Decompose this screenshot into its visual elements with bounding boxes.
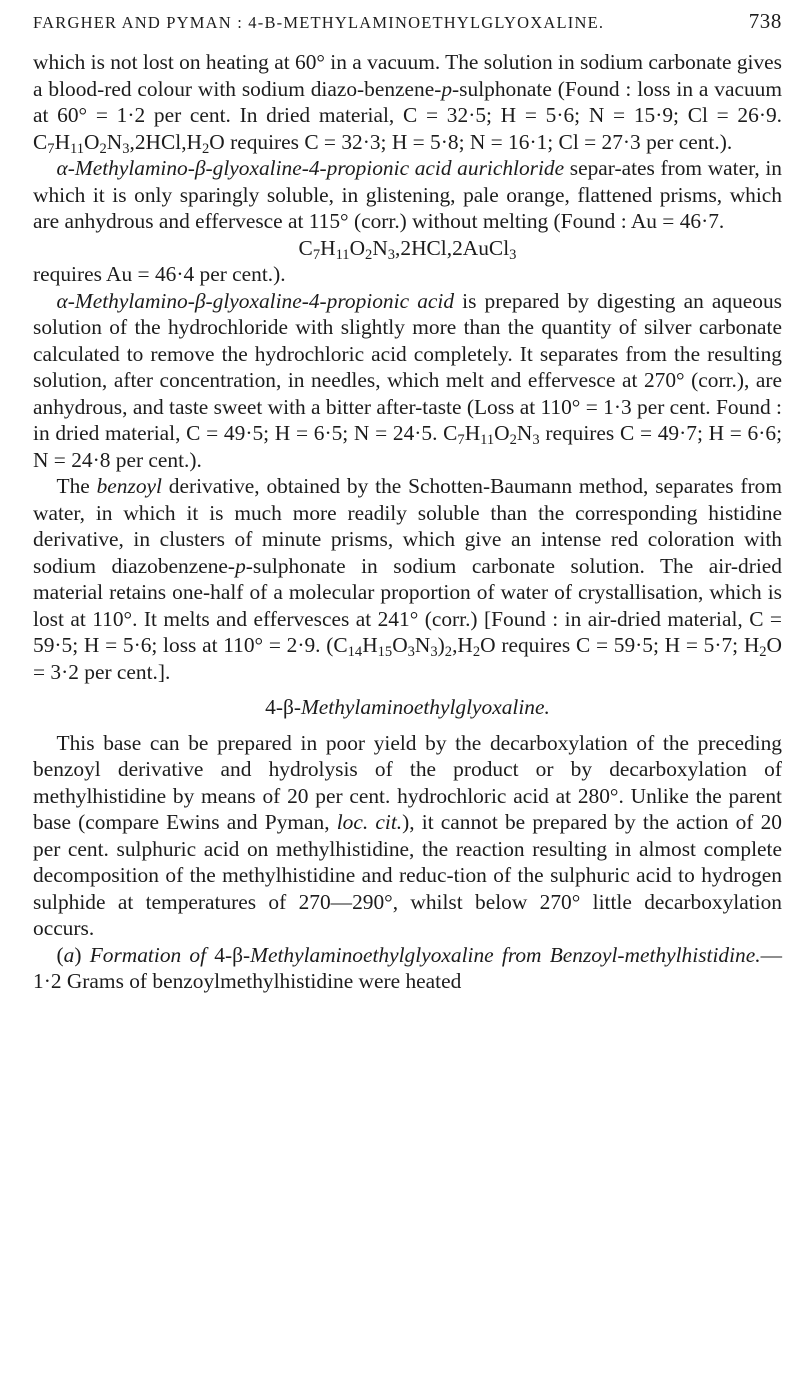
page-number: 738 <box>748 9 782 33</box>
page-header <box>33 8 782 44</box>
running-title: FARGHER AND PYMAN : 4-Β-METHYLAMINOETHYLGLYOXALINE. <box>33 13 605 32</box>
paragraph-propionic-acid: α-Methylamino-β-glyoxaline-4-propionic acid is prepared by digesting an aqueous solution of the hydrochloride with slightly more than the quantity of silver carbonate calculated to remove the hydrochloric acid completely. It separates from the resulting solution, after concentration, in needles, which melt and effervesce at 270° (corr.), are anhydrous, and taste sweet with a bitter after-taste (Loss at 110° = 1·3 per cent. Found : in dried material, C = 49·5; H = 6·5; N = 24·5. $C_7H_{11}O_2N_3$ requires C = 49·7; H = 6·6; N = 24·8 per cent.). <box>33 288 783 472</box>
paragraph-formation: (a) Formation of 4-β-Methylaminoethylglyoxaline from Benzoyl-methylhistidine.—1·2 Grams of benzoylmethylhistidine were heated <box>33 942 782 993</box>
paragraph-benzoyl-derivative: The benzoyl derivative, obtained by the Schotten-Baumann method, separates from water, in which it is much more readily soluble than the corresponding histidine derivative, in clusters of minute prisms, which give an intense red coloration with sodium diazobenzene-p-sulphonate in sodium carbonate solution. The air-dried material retains one-half of a molecular proportion of water of crystallisation, which is lost at 110°. It melts and effervesces at 241° (corr.) [Found : in air-dried material, C = 59·5; H = 5·6; loss at 110° = 2·9. $(C_{14}H_{15}O_3N_3)_2,H_2O$ requires C = 59·5; H = 5·7; $H_2O = 3\cdot 2$ per cent.]. <box>33 474 782 684</box>
section-heading: 4-β-Methylaminoethylglyoxaline. <box>265 695 550 719</box>
paragraph-aurichloride: α-Methylamino-β-glyoxaline-4-propionic acid aurichloride separ-ates from water, in which it is only sparingly soluble, in glistening, pale orange, flattened prisms, which are anhydrous and effervesce at 115° (corr.) without melting (Found : Au = 46·7. <box>33 156 782 233</box>
paragraph-hydrochloride-analysis: which is not lost on heating at 60° in a vacuum. The solution in sodium carbonate gives a blood-red colour with sodium diazo-benzene-p-sulphonate (Found : loss in a vacuum at 60° = 1·2 per cent. In dried material, C = 32·5; H = 5·6; N = 15·9; Cl = 26·9. $C_7H_{11}O_2N_3,2HCl,H_2O$ requires C = 32·3; H = 5·8; N = 16·1; Cl = 27·3 per cent.). <box>33 50 782 157</box>
paragraph-base-preparation: This base can be prepared in poor yield by the decarboxylation of the preceding benzoyl derivative and hydrolysis of the product or by decarboxylation of methylhistidine by means of 20 per cent. hydrochloric acid at 280°. Unlike the parent base (compare Ewins and Pyman, loc. cit.), it cannot be prepared by the action of 20 per cent. sulphuric acid on methylhistidine, the reaction resulting in almost complete decomposition of the methylhistidine and reduc-tion of the sulphuric acid to hydrogen sulphide at temperatures of 270—290°, whilst below 270° little decarboxylation occurs. <box>33 730 782 940</box>
formula-aurichloride: $C_7H_{11}O_2N_3,2HCl,2AuCl_3$ <box>298 235 517 263</box>
paragraph-requires-au: requires Au = 46·4 per cent.). <box>33 262 286 286</box>
